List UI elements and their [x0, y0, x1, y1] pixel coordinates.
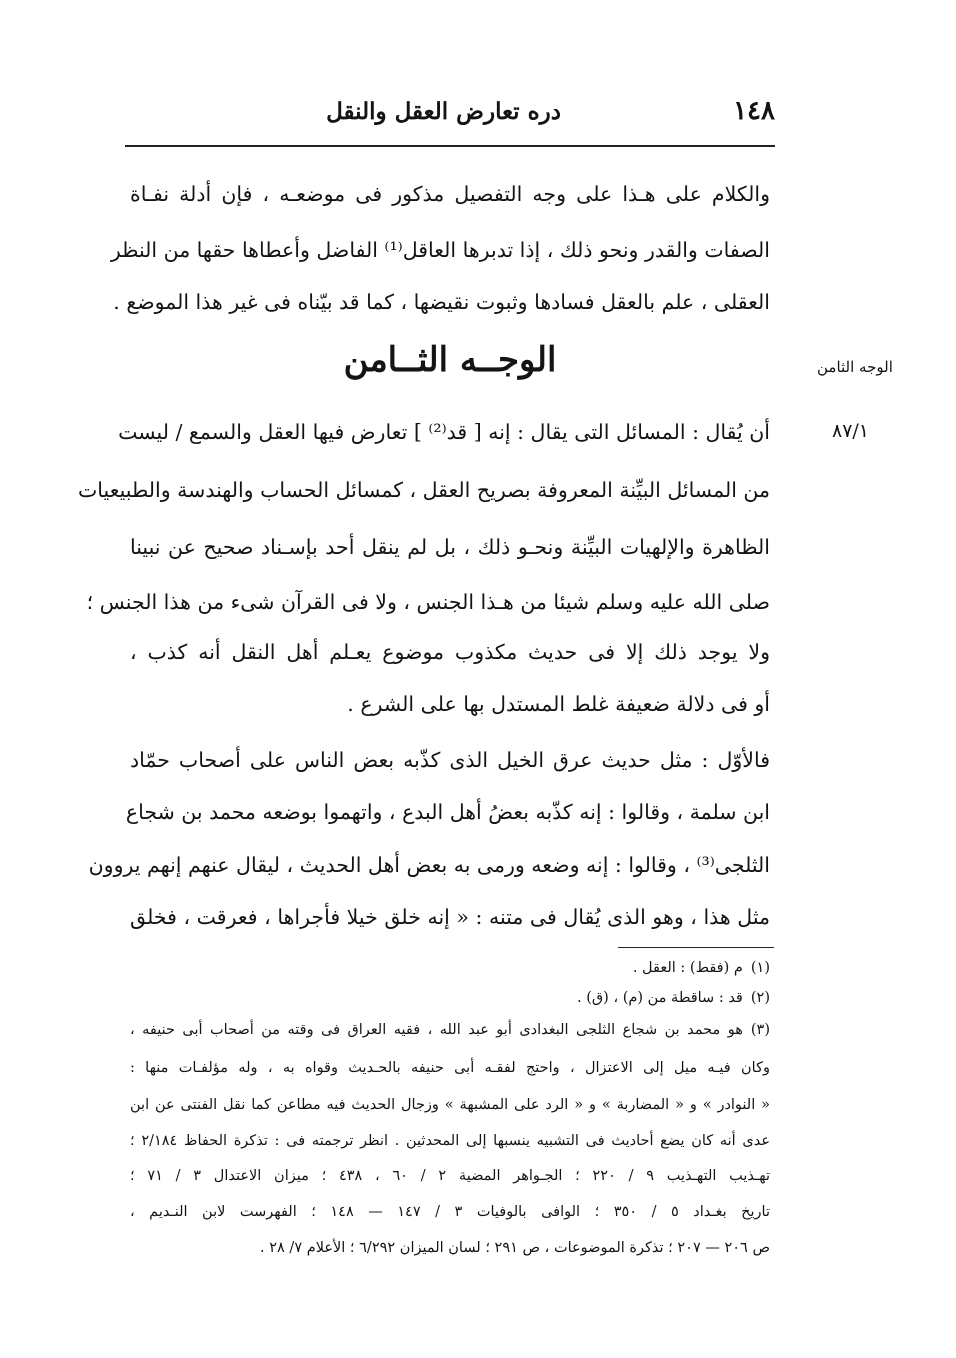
footnote-text: م (فقط) : العقل .: [632, 960, 743, 976]
body-line-3: الظاهرة والإلهيات البيِّنة ونحـو ذلك ، بل لم ينقل أحد بإسـناد صحيح عن نبينا: [130, 535, 770, 559]
body-line-5: ولا يوجد ذلك إلا فى حديث مكذوب موضوع يعـلم أهل النقل أنه كذب ،: [130, 640, 770, 664]
section-heading: الوجــه الثــامن: [343, 340, 557, 380]
body-line-10: مثل هذا ، وهو الذى يُقال فى متنه : « إنه خلق خيلا فأجراها ، فعرقت ، فخلق: [130, 905, 770, 929]
book-title: دره تعارض العقل والنقل: [326, 98, 561, 125]
body-line-2: من المسائل البيِّنة المعروفة بصريح العقل ، كمسائل الحساب والهندسة والطبيعيات: [78, 478, 770, 502]
header-rule: [125, 145, 775, 147]
footnote-2: [130, 990, 770, 1006]
body-line-4: صلى الله عليه وسلم شيئا من هـذا الجنس ، ولا فى القرآن شىء من هذا الجنس ؛: [86, 590, 770, 614]
footnote-3: [130, 1022, 770, 1038]
footnote-3-continued-1: وكان فيـه ميل إلى الاعتزال ، واحتج لفقـه أبى حنيفه بالحـديث وقواه به ، وله مؤلفـات منها :: [130, 1060, 770, 1076]
footnote-number: (٢): [750, 990, 770, 1006]
body-line-9: الثلجى⁽³⁾ ، وقالوا : إنه وضعه ورمى به بعض أهل الحديث ، ليقال عنهم إنهم يروون: [88, 853, 770, 877]
footnote-text: هو محمد بن شجاع الثلجى البغدادى أبو عبد الله ، فقيه العراق فى وقته من أصحاب أبى حنيفه ،: [130, 1022, 743, 1038]
footnote-3-continued-5: تاريخ بغـداد ٥ / ٣٥٠ ؛ الوافى بالوفيات ٣ / ١٤٧ — ١٤٨ ؛ الفهرست لابن النـديم ،: [130, 1204, 770, 1220]
footnote-3-continued-4: تهـذيب التهـذيب ٩ / ٢٢٠ ؛ الجـواهر المضية ٢ / ٦٠ ، ٤٣٨ ؛ ميزان الاعتدال ٣ / ٧١ ؛: [130, 1168, 771, 1184]
margin-page-reference: ٨٧/١: [832, 420, 870, 442]
footnote-3-continued-2: « النوادر » و « المضاربة » و « الرد على المشبهة » وزجال الحديث فيه مطاعن كما نقل الفنتى عن ابن: [130, 1097, 770, 1113]
body-line-8: ابن سلمة ، وقالوا : إنه كذّبه بعضُ أهل البدع ، واتهموا بوضعه محمد بن شجاع: [125, 800, 770, 824]
intro-line-2: الصفات والقدر ونحو ذلك ، إذا تدبرها العاقل⁽¹⁾ الفاضل وأعطاها حقها من النظر: [110, 238, 770, 262]
margin-section-label: الوجه الثامن: [817, 358, 893, 376]
body-line-7: فالأوّل : مثل حديث عرق الخيل الذى كذّبه بعض الناس على أصحاب حمّاد: [130, 748, 770, 772]
footnote-1: [130, 960, 770, 976]
footnote-number: (١): [750, 960, 770, 976]
footnote-text: قد : ساقطة من (م) ، (ق) .: [577, 990, 743, 1006]
page-number: ١٤٨: [733, 96, 775, 126]
intro-line-1: والكلام على هـذا على وجه التفصيل مذكور فى موضعـه ، فإن أدلة نفـاة: [130, 182, 770, 206]
footnote-rule: [618, 947, 774, 948]
body-line-1: أن يُقال : المسائل التى يقال : إنه [ قد⁽²⁾ ] تعارض فيها العقل والسمع / ليست: [118, 420, 770, 444]
footnote-number: (٣): [750, 1022, 770, 1038]
body-line-6: أو فى دلالة ضعيفة غلط المستدل بها على الشرع .: [347, 692, 770, 716]
intro-line-3: العقلى ، علم بالعقل فسادها وثبوت نقيضها ، كما قد بيّناه فى غير هذا الموضع .: [113, 290, 770, 314]
footnote-3-continued-6: ص ٢٠٦ — ٢٠٧ ؛ تذكرة الموضوعات ، ص ٢٩١ ؛ لسان الميزان ٦/٢٩٢ ؛ الأعلام ٧/ ٢٨ .: [260, 1240, 770, 1256]
footnote-3-continued-3: عدى أنه كان يضع أحاديث فى التشبيه ينسبها إلى المحدثين . انظر ترجمته فى : تذكرة الحفاظ ٢/١٨٤ ؛: [130, 1133, 770, 1149]
running-header: [125, 92, 775, 136]
